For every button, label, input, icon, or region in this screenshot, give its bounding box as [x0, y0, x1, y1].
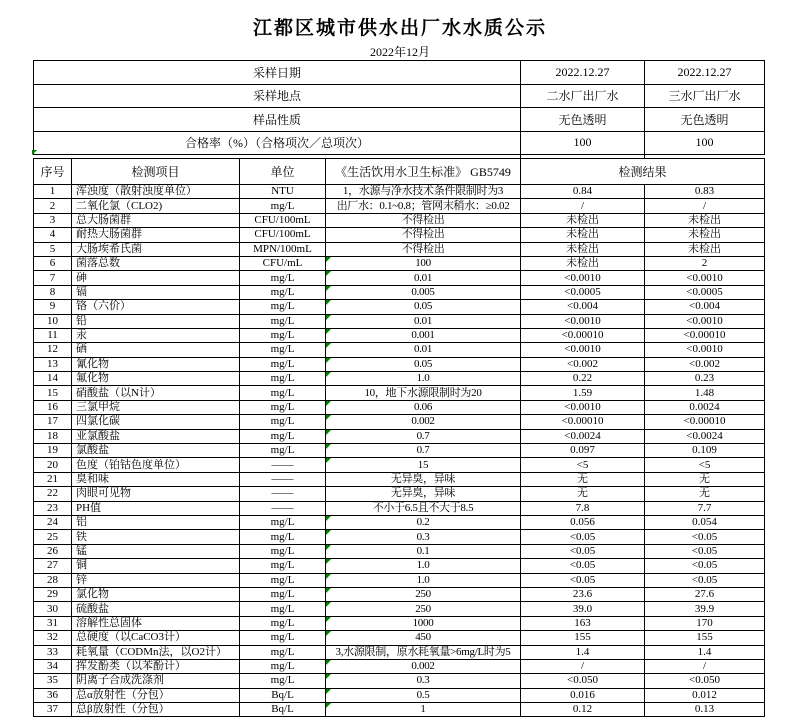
row-result-plant3: 7.7: [645, 501, 765, 515]
table-row: [34, 458, 765, 472]
row-standard: 出厂水：0.1~0.8；管网末稍水：≥0.02: [326, 199, 521, 213]
summary-plant2: 100: [521, 131, 645, 155]
table-row: [34, 587, 765, 601]
row-result-plant2: 0.12: [521, 703, 645, 717]
row-seq: 35: [34, 674, 72, 688]
table-row: [34, 372, 765, 386]
table-row: [34, 199, 765, 213]
row-result-plant2: 未检出: [521, 242, 645, 256]
row-standard: 不小于6.5且不大于8.5: [326, 501, 521, 515]
row-result-plant2: <5: [521, 458, 645, 472]
gap-line-right: [644, 155, 645, 158]
row-result-plant3: 0.83: [645, 185, 765, 199]
row-standard: 0.001: [326, 328, 521, 342]
row-standard: 0.06: [326, 400, 521, 414]
row-result-plant2: 163: [521, 616, 645, 630]
table-row: [34, 515, 765, 529]
table-row: [34, 573, 765, 587]
row-standard: 1.0: [326, 372, 521, 386]
row-result-plant3: 无: [645, 472, 765, 486]
row-seq: 33: [34, 645, 72, 659]
row-unit: ——: [240, 472, 326, 486]
summary-row: [34, 108, 765, 132]
row-standard: 0.5: [326, 688, 521, 702]
row-result-plant2: /: [521, 199, 645, 213]
row-unit: mg/L: [240, 386, 326, 400]
row-unit: CFU/mL: [240, 256, 326, 270]
row-unit: mg/L: [240, 659, 326, 673]
row-result-plant3: <0.05: [645, 544, 765, 558]
row-standard: 1.0: [326, 573, 521, 587]
row-result-plant2: <0.0010: [521, 400, 645, 414]
table-row: [34, 285, 765, 299]
summary-row: [34, 131, 765, 155]
row-result-plant3: <0.0010: [645, 314, 765, 328]
row-item: 镉: [72, 285, 240, 299]
page-title: 江都区城市供水出厂水水质公示: [252, 18, 547, 39]
row-seq: 15: [34, 386, 72, 400]
row-item: PH值: [72, 501, 240, 515]
table-row: [34, 616, 765, 630]
row-item: 铁: [72, 530, 240, 544]
table-row: [34, 688, 765, 702]
table-row: [34, 659, 765, 673]
row-unit: CFU/100mL: [240, 228, 326, 242]
row-result-plant2: 1.59: [521, 386, 645, 400]
table-row: [34, 213, 765, 227]
row-item: 浑浊度（散射浊度单位）: [72, 185, 240, 199]
row-result-plant3: <0.002: [645, 357, 765, 371]
summary-plant3: 三水厂出厂水: [645, 84, 765, 108]
table-row: [34, 472, 765, 486]
row-standard: 不得检出: [326, 228, 521, 242]
row-standard: 0.2: [326, 515, 521, 529]
row-seq: 11: [34, 328, 72, 342]
summary-row: [34, 84, 765, 108]
row-seq: 12: [34, 343, 72, 357]
header-result: 检测结果: [521, 159, 765, 185]
row-seq: 13: [34, 357, 72, 371]
results-header-row: [34, 159, 765, 185]
gap-line-left: [520, 155, 521, 158]
row-result-plant3: 无: [645, 487, 765, 501]
row-unit: mg/L: [240, 328, 326, 342]
row-seq: 5: [34, 242, 72, 256]
table-row: [34, 328, 765, 342]
row-item: 耐热大肠菌群: [72, 228, 240, 242]
row-result-plant2: <0.0024: [521, 429, 645, 443]
row-result-plant3: 0.13: [645, 703, 765, 717]
row-result-plant2: 0.097: [521, 444, 645, 458]
row-item: 耗氧量（CODMn法，以O2计）: [72, 645, 240, 659]
row-item: 硒: [72, 343, 240, 357]
row-result-plant2: 无: [521, 487, 645, 501]
row-item: 阴离子合成洗涤剂: [72, 674, 240, 688]
row-standard: 0.01: [326, 343, 521, 357]
table-row: [34, 544, 765, 558]
row-item: 氯化物: [72, 587, 240, 601]
row-seq: 7: [34, 271, 72, 285]
row-unit: Bq/L: [240, 703, 326, 717]
row-unit: mg/L: [240, 602, 326, 616]
row-unit: CFU/100mL: [240, 213, 326, 227]
row-standard: 10，地下水源限制时为20: [326, 386, 521, 400]
row-unit: mg/L: [240, 645, 326, 659]
row-result-plant3: <0.05: [645, 559, 765, 573]
row-unit: mg/L: [240, 559, 326, 573]
row-seq: 24: [34, 515, 72, 529]
table-row: [34, 415, 765, 429]
summary-plant3: 无色透明: [645, 108, 765, 132]
row-item: 锰: [72, 544, 240, 558]
row-standard: 0.002: [326, 659, 521, 673]
row-result-plant2: 23.6: [521, 587, 645, 601]
row-result-plant3: 1.48: [645, 386, 765, 400]
row-unit: mg/L: [240, 429, 326, 443]
table-row: [34, 357, 765, 371]
summary-table-body: [34, 61, 765, 155]
row-seq: 29: [34, 587, 72, 601]
table-row: [34, 501, 765, 515]
row-standard: 0.05: [326, 300, 521, 314]
summary-plant2: 二水厂出厂水: [521, 84, 645, 108]
table-row: [34, 343, 765, 357]
row-result-plant2: 0.22: [521, 372, 645, 386]
row-result-plant2: 无: [521, 472, 645, 486]
row-standard: 0.002: [326, 415, 521, 429]
results-table-head: [34, 159, 765, 185]
row-result-plant3: <0.05: [645, 573, 765, 587]
row-item: 菌落总数: [72, 256, 240, 270]
table-row: [34, 559, 765, 573]
row-result-plant3: <0.00010: [645, 328, 765, 342]
row-result-plant3: 170: [645, 616, 765, 630]
row-seq: 26: [34, 544, 72, 558]
table-row: [34, 228, 765, 242]
row-seq: 10: [34, 314, 72, 328]
row-result-plant3: 0.0024: [645, 400, 765, 414]
row-unit: mg/L: [240, 199, 326, 213]
table-row: [34, 703, 765, 717]
summary-plant2: 2022.12.27: [521, 61, 645, 85]
row-result-plant2: 未检出: [521, 228, 645, 242]
row-standard: 1，水源与净水技术条件限制时为3: [326, 185, 521, 199]
row-item: 铬（六价）: [72, 300, 240, 314]
row-item: 挥发酚类（以苯酚计）: [72, 659, 240, 673]
row-seq: 16: [34, 400, 72, 414]
row-unit: mg/L: [240, 415, 326, 429]
table-gap: [33, 155, 764, 158]
row-seq: 37: [34, 703, 72, 717]
row-result-plant3: /: [645, 199, 765, 213]
row-item: 总β放射性（分包）: [72, 703, 240, 717]
row-item: 三氯甲烷: [72, 400, 240, 414]
row-unit: mg/L: [240, 400, 326, 414]
row-unit: mg/L: [240, 357, 326, 371]
table-row: [34, 300, 765, 314]
row-result-plant3: 未检出: [645, 213, 765, 227]
row-result-plant3: 1.4: [645, 645, 765, 659]
row-result-plant3: 0.23: [645, 372, 765, 386]
row-standard: 0.3: [326, 674, 521, 688]
table-row: [34, 602, 765, 616]
row-seq: 27: [34, 559, 72, 573]
tables-container: [33, 60, 764, 717]
table-row: [34, 631, 765, 645]
row-result-plant3: 0.109: [645, 444, 765, 458]
summary-row: [34, 61, 765, 85]
row-unit: mg/L: [240, 300, 326, 314]
row-seq: 32: [34, 631, 72, 645]
row-result-plant2: <0.0005: [521, 285, 645, 299]
row-seq: 23: [34, 501, 72, 515]
table-row: [34, 487, 765, 501]
row-item: 总硬度（以CaCO3计）: [72, 631, 240, 645]
flag-triangle-icon: [32, 150, 37, 155]
row-unit: mg/L: [240, 314, 326, 328]
header-standard: 《生活饮用水卫生标准》 GB5749: [326, 159, 521, 185]
row-standard: 1.0: [326, 559, 521, 573]
row-seq: 31: [34, 616, 72, 630]
row-item: 总大肠菌群: [72, 213, 240, 227]
summary-label: 合格率（%）（合格项次／总项次）: [34, 131, 521, 155]
table-row: [34, 386, 765, 400]
row-standard: 不得检出: [326, 242, 521, 256]
row-result-plant3: <0.0024: [645, 429, 765, 443]
row-result-plant3: 0.054: [645, 515, 765, 529]
row-standard: 0.05: [326, 357, 521, 371]
row-seq: 9: [34, 300, 72, 314]
row-item: 亚氯酸盐: [72, 429, 240, 443]
row-seq: 1: [34, 185, 72, 199]
row-result-plant2: 0.016: [521, 688, 645, 702]
row-result-plant2: 未检出: [521, 213, 645, 227]
row-result-plant3: <5: [645, 458, 765, 472]
row-result-plant3: 155: [645, 631, 765, 645]
row-result-plant3: 未检出: [645, 242, 765, 256]
summary-plant3: 100: [645, 131, 765, 155]
row-result-plant2: 39.0: [521, 602, 645, 616]
row-unit: NTU: [240, 185, 326, 199]
row-item: 溶解性总固体: [72, 616, 240, 630]
row-result-plant2: <0.0010: [521, 271, 645, 285]
row-item: 氰化物: [72, 357, 240, 371]
row-standard: 1: [326, 703, 521, 717]
row-item: 铜: [72, 559, 240, 573]
row-seq: 25: [34, 530, 72, 544]
row-standard: 不得检出: [326, 213, 521, 227]
table-row: [34, 444, 765, 458]
row-standard: 0.3: [326, 530, 521, 544]
row-seq: 14: [34, 372, 72, 386]
row-item: 硫酸盐: [72, 602, 240, 616]
row-unit: ——: [240, 458, 326, 472]
table-row: [34, 429, 765, 443]
table-row: [34, 314, 765, 328]
row-seq: 4: [34, 228, 72, 242]
results-table-body: [34, 185, 765, 717]
table-row: [34, 645, 765, 659]
row-unit: Bq/L: [240, 688, 326, 702]
table-row: [34, 271, 765, 285]
row-unit: mg/L: [240, 285, 326, 299]
row-standard: 0.7: [326, 429, 521, 443]
table-row: [34, 530, 765, 544]
table-row: [34, 242, 765, 256]
row-result-plant2: <0.00010: [521, 415, 645, 429]
summary-label: 样品性质: [34, 108, 521, 132]
row-item: 汞: [72, 328, 240, 342]
row-result-plant3: <0.0010: [645, 271, 765, 285]
row-unit: ——: [240, 487, 326, 501]
row-seq: 19: [34, 444, 72, 458]
row-result-plant2: 0.056: [521, 515, 645, 529]
row-unit: mg/L: [240, 271, 326, 285]
row-seq: 17: [34, 415, 72, 429]
row-item: 臭和味: [72, 472, 240, 486]
row-standard: 250: [326, 602, 521, 616]
row-seq: 30: [34, 602, 72, 616]
row-result-plant2: 155: [521, 631, 645, 645]
row-seq: 34: [34, 659, 72, 673]
row-item: 大肠埃希氏菌: [72, 242, 240, 256]
row-unit: mg/L: [240, 544, 326, 558]
table-row: [34, 674, 765, 688]
row-standard: 0.1: [326, 544, 521, 558]
row-unit: mg/L: [240, 444, 326, 458]
row-standard: 无异臭，异味: [326, 487, 521, 501]
row-result-plant2: <0.05: [521, 544, 645, 558]
row-standard: 250: [326, 587, 521, 601]
row-seq: 18: [34, 429, 72, 443]
row-result-plant2: <0.004: [521, 300, 645, 314]
row-unit: ——: [240, 501, 326, 515]
table-row: [34, 256, 765, 270]
row-seq: 2: [34, 199, 72, 213]
row-result-plant2: <0.00010: [521, 328, 645, 342]
row-unit: mg/L: [240, 530, 326, 544]
row-item: 色度（铂钴色度单位）: [72, 458, 240, 472]
row-result-plant3: /: [645, 659, 765, 673]
summary-label: 采样地点: [34, 84, 521, 108]
row-standard: 0.7: [326, 444, 521, 458]
report-month: 2022年12月: [369, 45, 430, 59]
row-result-plant2: /: [521, 659, 645, 673]
row-result-plant2: <0.0010: [521, 343, 645, 357]
row-item: 总α放射性（分包）: [72, 688, 240, 702]
row-result-plant3: 未检出: [645, 228, 765, 242]
row-unit: mg/L: [240, 573, 326, 587]
row-result-plant3: <0.0010: [645, 343, 765, 357]
row-result-plant2: <0.0010: [521, 314, 645, 328]
header-unit: 单位: [240, 159, 326, 185]
row-result-plant3: 39.9: [645, 602, 765, 616]
row-unit: mg/L: [240, 616, 326, 630]
row-unit: mg/L: [240, 515, 326, 529]
row-unit: mg/L: [240, 674, 326, 688]
row-item: 氟化物: [72, 372, 240, 386]
row-result-plant3: <0.050: [645, 674, 765, 688]
row-item: 砷: [72, 271, 240, 285]
row-item: 二氧化氯（CLO2): [72, 199, 240, 213]
row-unit: mg/L: [240, 587, 326, 601]
row-standard: 15: [326, 458, 521, 472]
row-seq: 3: [34, 213, 72, 227]
row-item: 硝酸盐（以N计）: [72, 386, 240, 400]
row-standard: 3,水源限制，原水耗氧量>6mg/L时为5: [326, 645, 521, 659]
row-standard: 100: [326, 256, 521, 270]
results-table: [33, 158, 765, 717]
row-unit: mg/L: [240, 343, 326, 357]
row-seq: 20: [34, 458, 72, 472]
row-result-plant3: <0.004: [645, 300, 765, 314]
row-seq: 8: [34, 285, 72, 299]
row-item: 铝: [72, 515, 240, 529]
row-result-plant2: 7.8: [521, 501, 645, 515]
row-standard: 1000: [326, 616, 521, 630]
row-result-plant2: <0.05: [521, 559, 645, 573]
row-result-plant3: 27.6: [645, 587, 765, 601]
row-result-plant3: <0.00010: [645, 415, 765, 429]
row-result-plant2: <0.002: [521, 357, 645, 371]
header-seq: 序号: [34, 159, 72, 185]
row-result-plant2: 未检出: [521, 256, 645, 270]
row-seq: 6: [34, 256, 72, 270]
summary-plant3: 2022.12.27: [645, 61, 765, 85]
row-result-plant3: 2: [645, 256, 765, 270]
row-standard: 450: [326, 631, 521, 645]
summary-table: [33, 60, 765, 155]
row-result-plant3: <0.05: [645, 530, 765, 544]
row-item: 氯酸盐: [72, 444, 240, 458]
row-standard: 0.01: [326, 271, 521, 285]
row-item: 铅: [72, 314, 240, 328]
row-seq: 21: [34, 472, 72, 486]
row-result-plant2: 1.4: [521, 645, 645, 659]
row-result-plant2: 0.84: [521, 185, 645, 199]
row-standard: 无异臭，异味: [326, 472, 521, 486]
row-unit: mg/L: [240, 372, 326, 386]
row-item: 锌: [72, 573, 240, 587]
row-unit: mg/L: [240, 631, 326, 645]
table-row: [34, 185, 765, 199]
row-seq: 28: [34, 573, 72, 587]
row-result-plant2: <0.05: [521, 530, 645, 544]
row-standard: 0.005: [326, 285, 521, 299]
summary-plant2: 无色透明: [521, 108, 645, 132]
row-item: 四氯化碳: [72, 415, 240, 429]
row-seq: 36: [34, 688, 72, 702]
row-result-plant3: 0.012: [645, 688, 765, 702]
header-item: 检测项目: [72, 159, 240, 185]
row-result-plant2: <0.050: [521, 674, 645, 688]
table-row: [34, 400, 765, 414]
row-result-plant2: <0.05: [521, 573, 645, 587]
row-seq: 22: [34, 487, 72, 501]
summary-label: 采样日期: [34, 61, 521, 85]
row-unit: MPN/100mL: [240, 242, 326, 256]
row-result-plant3: <0.0005: [645, 285, 765, 299]
row-standard: 0.01: [326, 314, 521, 328]
row-item: 肉眼可见物: [72, 487, 240, 501]
